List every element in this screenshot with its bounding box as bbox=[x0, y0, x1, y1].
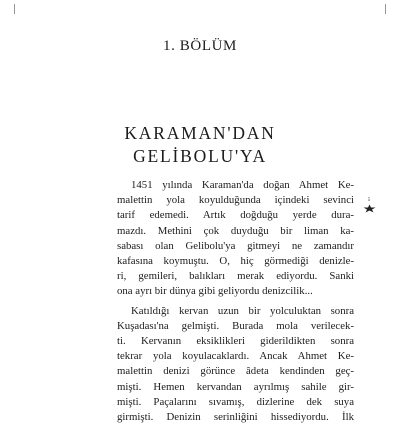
text-line: ona ayrı bir dünya gibi geliyordu denizcilik... bbox=[117, 285, 313, 298]
text-line: ri, gemileri, balıkları merak ediyordu. Sanki bbox=[117, 270, 354, 283]
paragraph-2 bbox=[117, 304, 354, 426]
chapter-heading: 1. BÖLÜM bbox=[163, 38, 237, 54]
paragraph-1 bbox=[117, 178, 354, 300]
text-line: girmişti. Denizin serinliğini hissediyordu. İlk bbox=[117, 411, 354, 424]
text-line: mişti. Paçalarını sıvamış, dizlerine dek suya bbox=[117, 395, 354, 408]
text-line: Kuşadası'na gelmişti. Burada mola verilecek- bbox=[117, 319, 354, 332]
chapter-title-line-2: GELİBOLU'YA bbox=[133, 146, 267, 166]
text-line: kafasına koymuştu. O, hiç görmediği denizle- bbox=[117, 255, 354, 268]
text-line: malettin yola koyulduğunda içindeki sevinci bbox=[117, 194, 354, 207]
text-line: 1451 yılında Karaman'da doğan Ahmet Ke- bbox=[131, 179, 354, 191]
ornament-icon bbox=[363, 204, 376, 213]
text-line: mişti. Hemen kervandan ayrılmış sahile gir- bbox=[117, 380, 354, 393]
page-marker bbox=[362, 198, 376, 213]
crop-mark-left bbox=[4, 4, 15, 14]
crop-mark-right bbox=[385, 4, 396, 14]
text-line: ti. Kervanın eksiklikleri giderildikten sonra bbox=[117, 335, 354, 348]
text-line: Katıldığı kervan uzun bir yolculuktan sonra bbox=[131, 304, 354, 317]
text-line: malettin denizi görünce âdeta kendinden geç- bbox=[117, 365, 354, 378]
text-line: mazdı. Methini çok duyduğu bir liman ka- bbox=[117, 224, 354, 237]
body-text bbox=[117, 178, 354, 429]
chapter-title bbox=[0, 122, 400, 168]
page-number: 5 bbox=[367, 198, 371, 203]
text-line: sabası olan Gelibolu'ya gitmeyi ne zamandır bbox=[117, 239, 354, 252]
chapter-title-line-1: KARAMAN'DAN bbox=[124, 123, 276, 143]
text-line: tarif edemedi. Artık doğduğu yerde dura- bbox=[117, 209, 354, 222]
text-line: tekrar yola koyulacaklardı. Ancak Ahmet Ke- bbox=[117, 350, 354, 363]
